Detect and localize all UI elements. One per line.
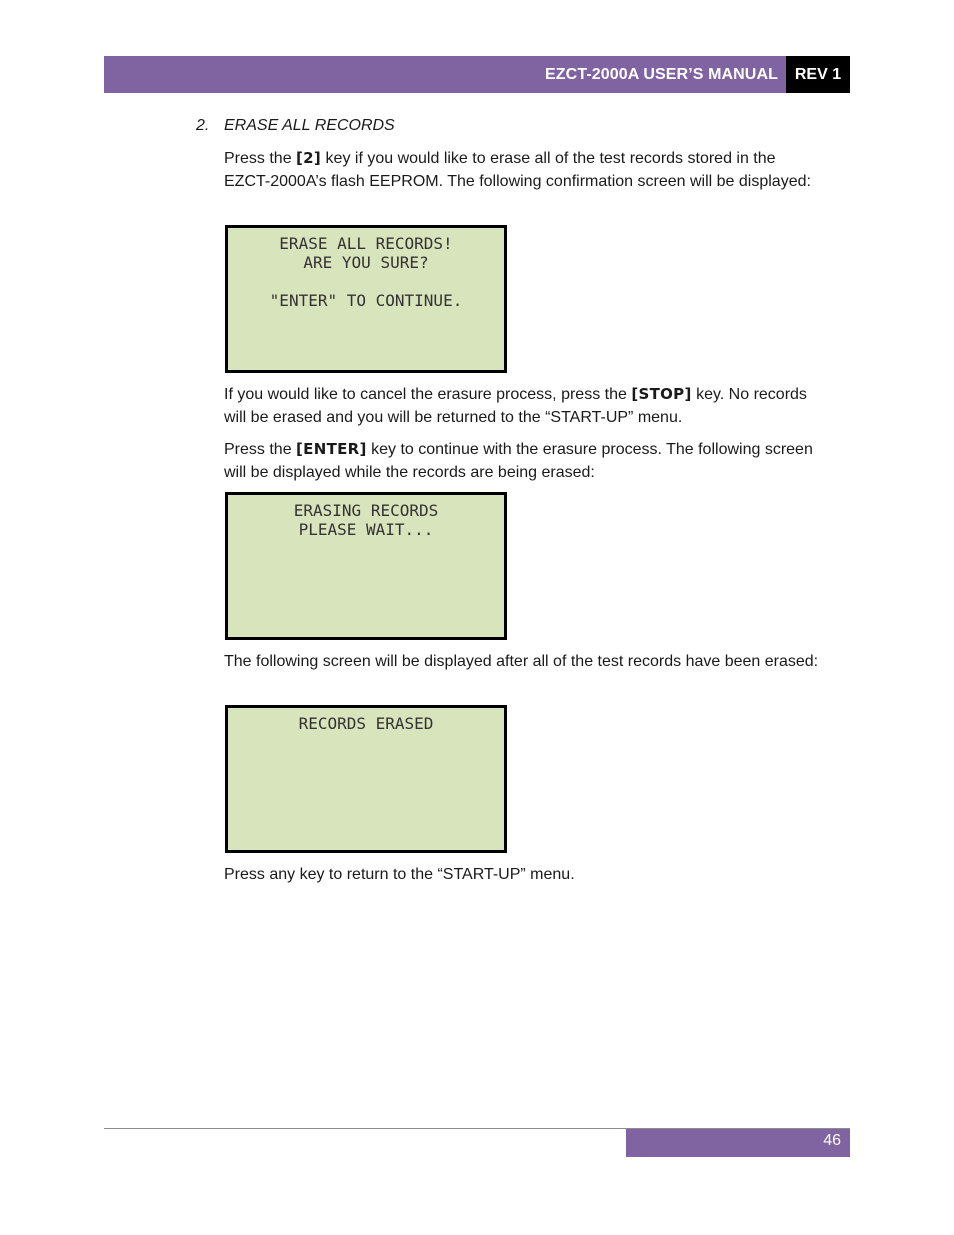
section-heading (196, 115, 395, 137)
key-label-stop: [STOP] (631, 385, 692, 403)
lcd-line: PLEASE WAIT... (298, 520, 434, 539)
key-label-enter: [ENTER] (296, 440, 367, 458)
paragraph-text: key if you would like to erase all of the test records stored in the EZCT-2000A’s flash EEPROM. The following confirmation screen will be displayed: (224, 150, 811, 190)
section-title: ERASE ALL RECORDS (224, 117, 395, 134)
paragraph-text: Press the (224, 441, 297, 458)
paragraph-text: The following screen will be displayed after all of the test records have been erased: (224, 653, 819, 670)
paragraph-cancel (224, 383, 824, 429)
paragraph-text: key. No records will be erased and you will be returned to the “START-UP” menu. (224, 386, 807, 426)
section-number: 2. (196, 117, 210, 134)
paragraph-text: If you would like to cancel the erasure process, press the (224, 386, 632, 403)
lcd-line: RECORDS ERASED (298, 714, 434, 733)
paragraph-text: Press the (224, 150, 297, 167)
paragraph-erased (224, 650, 824, 673)
lcd-line: ERASING RECORDS (293, 501, 439, 520)
key-label-2: [2] (296, 149, 322, 167)
revision-badge: REV 1 (786, 56, 850, 93)
lcd-line (228, 272, 504, 291)
page-header (104, 56, 850, 93)
page-number: 46 (823, 1132, 841, 1149)
lcd-line: ERASE ALL RECORDS! (279, 234, 453, 253)
lcd-screen-erased (225, 705, 507, 853)
paragraph-text: key to continue with the erasure process. The following screen will be displayed while the records are being erased: (224, 441, 813, 481)
paragraph-erase-intro (224, 147, 824, 193)
manual-title: EZCT-2000A USER’S MANUAL (545, 66, 778, 83)
page-footer (626, 1129, 850, 1157)
paragraph-text: Press any key to return to the “START-UP” menu. (224, 866, 575, 883)
paragraph-continue (224, 438, 824, 484)
paragraph-return (224, 863, 824, 886)
lcd-screen-erasing (225, 492, 507, 640)
lcd-line: "ENTER" TO CONTINUE. (269, 291, 463, 310)
lcd-line: ARE YOU SURE? (303, 253, 429, 272)
lcd-screen-confirm (225, 225, 507, 373)
